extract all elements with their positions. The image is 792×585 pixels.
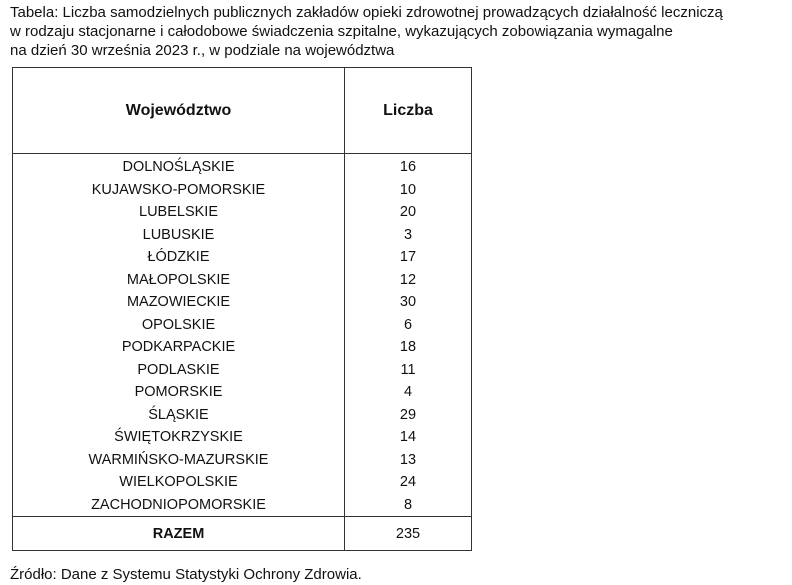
voivodeship-count: 10 <box>345 179 472 202</box>
table-row <box>13 154 472 179</box>
voivodeship-count: 16 <box>345 154 472 179</box>
voivodeship-name: WIELKOPOLSKIE <box>13 471 345 494</box>
total-label: RAZEM <box>13 517 345 551</box>
voivodeship-name: ŚWIĘTOKRZYSKIE <box>13 426 345 449</box>
table-row <box>13 494 472 517</box>
voivodeship-name: WARMIŃSKO-MAZURSKIE <box>13 449 345 472</box>
voivodeship-name: PODKARPACKIE <box>13 336 345 359</box>
table-row <box>13 179 472 202</box>
voivodeship-name: LUBUSKIE <box>13 224 345 247</box>
voivodeship-count: 4 <box>345 381 472 404</box>
table-row <box>13 314 472 337</box>
voivodeship-count: 14 <box>345 426 472 449</box>
voivodeship-name: MAZOWIECKIE <box>13 291 345 314</box>
table-row <box>13 269 472 292</box>
voivodeship-count: 13 <box>345 449 472 472</box>
voivodeship-count: 11 <box>345 359 472 382</box>
table-row <box>13 381 472 404</box>
table-row <box>13 471 472 494</box>
column-header-count: Liczba <box>345 68 472 154</box>
voivodeship-name: MAŁOPOLSKIE <box>13 269 345 292</box>
source-note: Źródło: Dane z Systemu Statystyki Ochrony Zdrowia. <box>10 566 362 583</box>
table-row <box>13 336 472 359</box>
voivodeship-name: ZACHODNIOPOMORSKIE <box>13 494 345 517</box>
voivodeship-name: ŁÓDZKIE <box>13 246 345 269</box>
voivodeship-name: LUBELSKIE <box>13 201 345 224</box>
voivodeship-count: 3 <box>345 224 472 247</box>
caption-line-1: Tabela: Liczba samodzielnych publicznych zakładów opieki zdrowotnej prowadzących działalność leczniczą <box>10 4 723 21</box>
voivodeship-table <box>12 67 472 551</box>
table-header-row <box>13 68 472 154</box>
table-row <box>13 201 472 224</box>
voivodeship-name: DOLNOŚLĄSKIE <box>13 154 345 179</box>
voivodeship-name: POMORSKIE <box>13 381 345 404</box>
table-row <box>13 449 472 472</box>
voivodeship-name: OPOLSKIE <box>13 314 345 337</box>
total-value: 235 <box>345 517 472 551</box>
table-row <box>13 291 472 314</box>
table-row <box>13 426 472 449</box>
table-body <box>13 154 472 517</box>
voivodeship-count: 24 <box>345 471 472 494</box>
table-row <box>13 359 472 382</box>
voivodeship-count: 18 <box>345 336 472 359</box>
voivodeship-name: KUJAWSKO-POMORSKIE <box>13 179 345 202</box>
caption-line-3: na dzień 30 września 2023 r., w podziale na województwa <box>10 42 395 59</box>
voivodeship-count: 12 <box>345 269 472 292</box>
voivodeship-name: PODLASKIE <box>13 359 345 382</box>
total-row <box>13 517 472 551</box>
voivodeship-count: 29 <box>345 404 472 427</box>
column-header-voivodeship: Województwo <box>13 68 345 154</box>
voivodeship-count: 20 <box>345 201 472 224</box>
voivodeship-count: 8 <box>345 494 472 517</box>
table-row <box>13 224 472 247</box>
voivodeship-count: 17 <box>345 246 472 269</box>
voivodeship-count: 6 <box>345 314 472 337</box>
table-row <box>13 404 472 427</box>
voivodeship-count: 30 <box>345 291 472 314</box>
table-caption <box>10 3 780 60</box>
table-row <box>13 246 472 269</box>
caption-line-2: w rodzaju stacjonarne i całodobowe świadczenia szpitalne, wykazujących zobowiązania wymagalne <box>10 23 673 40</box>
voivodeship-name: ŚLĄSKIE <box>13 404 345 427</box>
